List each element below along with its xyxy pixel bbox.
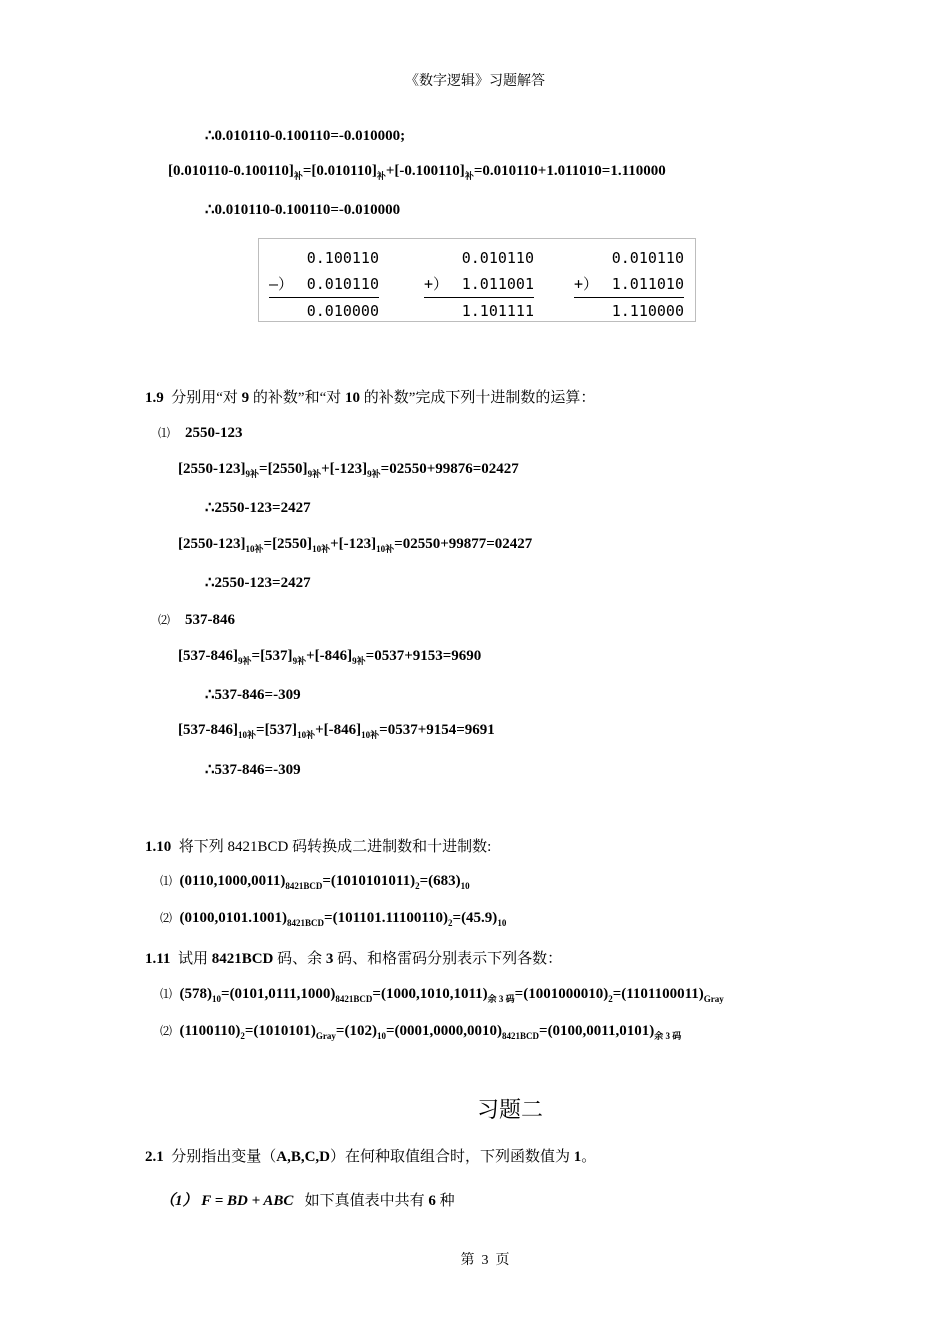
problem-2-1-item-1: （1） F = BD + ABC 如下真值表中共有 6 种 <box>160 1193 455 1209</box>
conclusion-line-2: ∴0.010110-0.100110=-0.010000 <box>205 202 401 218</box>
chapter-title: 习题二 <box>476 1097 543 1122</box>
result-line: ∴2550-123=2427 <box>205 500 311 516</box>
complement-equation: $[0.010110-0.100110]_补=[0.010110]_补+[-0.100110]_补=0.010110+1.011010=1.110000$ <box>168 163 666 181</box>
code-representation-2: ⑵ $(1100110)_2=(1010101)_{Gray}=(102)_{10}=(0001,0000,0010)_{8421BCD}=(0100,0011,0101)_{余 3 码}$ <box>160 1023 682 1041</box>
result-line: ∴2550-123=2427 <box>205 575 311 591</box>
subtract-operator: —） <box>269 275 294 293</box>
item-1: ⑴ 2550-123 <box>158 425 243 441</box>
calc-operand: 0.010110 <box>611 249 684 267</box>
binary-calculation-box <box>258 238 696 322</box>
conclusion-line-1: ∴0.010110-0.100110=-0.010000; <box>205 128 406 144</box>
nine-complement-equation-1: $[2550-123]_{9补}=[2550]_{9补}+[-123]_{9补}=02550+99876=02427$ <box>178 461 519 479</box>
problem-1-9: 1.9 分别用“对 9 的补数”和“对 10 的补数”完成下列十进制数的运算： <box>145 390 596 406</box>
calc-column-1 <box>269 245 379 324</box>
page-footer: 第 3 页 <box>460 1253 510 1268</box>
calc-column-2 <box>424 245 534 324</box>
calc-operand-row: +） 1.011001 <box>424 271 534 298</box>
bcd-conversion-2: ⑵ $(0100,0101.1001)_{8421BCD}=(101101.11100110)_2=(45.9)_{10}$ <box>160 910 507 928</box>
calc-operand: 0.010110 <box>461 249 534 267</box>
problem-1-11: 1.11 试用 8421BCD 码、余 3 码、和格雷码分别表示下列各数： <box>145 951 563 967</box>
ten-complement-equation-2: $[537-846]_{10补}=[537]_{10补}+[-846]_{10补}=0537+9154=9691$ <box>178 722 495 740</box>
result-line: ∴537-846=-309 <box>205 762 301 778</box>
result-line: ∴537-846=-309 <box>205 687 301 703</box>
bcd-conversion-1: ⑴ $(0110,1000,0011)_{8421BCD}=(1010101011)_2=(683)_{10}$ <box>160 873 470 891</box>
calc-operand-row: +） 1.011010 <box>574 271 684 298</box>
calc-result: 1.110000 <box>611 302 684 320</box>
add-operator: +） <box>424 275 449 293</box>
problem-2-1: 2.1 分别指出变量（A,B,C,D）在何种取值组合时，下列函数值为 1。 <box>145 1149 597 1165</box>
item-2: ⑵ 537-846 <box>158 612 236 628</box>
add-operator: +） <box>574 275 599 293</box>
calc-operand-row: —） 0.010110 <box>269 271 379 298</box>
ten-complement-equation-1: $[2550-123]_{10补}=[2550]_{10补}+[-123]_{10补}=02550+99877=02427$ <box>178 536 533 554</box>
problem-1-10: 1.10 将下列 8421BCD 码转换成二进制数和十进制数: <box>145 839 492 855</box>
code-representation-1: ⑴ $(578)_{10}=(0101,0111,1000)_{8421BCD}=(1000,1010,1011)_{余 3 码}=(1001000010)_2=(1101100011)_{Gray}$ <box>160 986 724 1004</box>
calc-operand: 0.100110 <box>306 249 379 267</box>
calc-result: 1.101111 <box>461 302 534 320</box>
nine-complement-equation-2: $[537-846]_{9补}=[537]_{9补}+[-846]_{9补}=0537+9153=9690$ <box>178 648 482 666</box>
page-header: 《数字逻辑》习题解答 <box>405 74 545 89</box>
calc-column-3 <box>574 245 684 324</box>
calc-result: 0.010000 <box>306 302 379 320</box>
